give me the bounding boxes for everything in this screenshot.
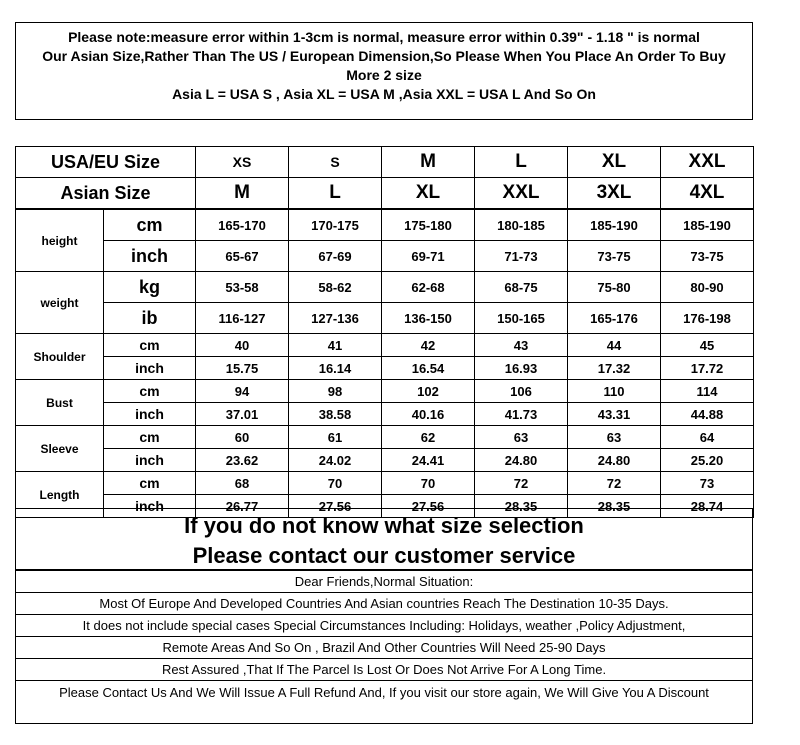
- value-cell: 70: [289, 472, 382, 495]
- value-cell: 16.14: [289, 357, 382, 380]
- shipping-line: Rest Assured ,That If The Parcel Is Lost Or Does Not Arrive For A Long Time.: [16, 659, 753, 681]
- unit-cell: cm: [104, 426, 196, 449]
- value-cell: 72: [568, 472, 661, 495]
- value-cell: 73-75: [568, 241, 661, 272]
- value-cell: 17.72: [661, 357, 754, 380]
- value-cell: 24.80: [568, 449, 661, 472]
- value-cell: 25.20: [661, 449, 754, 472]
- shipping-line: It does not include special cases Special Circumstances Including: Holidays, weather ,Policy Adjustment,: [16, 615, 753, 637]
- unit-cell: inch: [104, 241, 196, 272]
- value-cell: 80-90: [661, 272, 754, 303]
- asian-size-label: Asian Size: [16, 178, 196, 210]
- unit-cell: inch: [104, 403, 196, 426]
- value-cell: 40.16: [382, 403, 475, 426]
- value-cell: 185-190: [568, 209, 661, 241]
- contact-line: Please contact our customer service: [192, 543, 576, 568]
- bust-cm-row: [16, 380, 754, 403]
- value-cell: 65-67: [196, 241, 289, 272]
- category-sleeve: Sleeve: [16, 426, 104, 472]
- value-cell: 150-165: [475, 303, 568, 334]
- value-cell: 28.35: [568, 495, 661, 518]
- weight-ib-row: [16, 303, 754, 334]
- value-cell: 44.88: [661, 403, 754, 426]
- note-line: Please note:measure error within 1-3cm is normal, measure error within 0.39" - 1.18 " is normal: [68, 29, 700, 45]
- unit-cell: inch: [104, 357, 196, 380]
- value-cell: 116-127: [196, 303, 289, 334]
- unit-cell: cm: [104, 380, 196, 403]
- bust-inch-row: [16, 403, 754, 426]
- shipping-line: Most Of Europe And Developed Countries And Asian countries Reach The Destination 10-35 Days.: [16, 593, 753, 615]
- size-table: [15, 146, 754, 518]
- value-cell: 24.41: [382, 449, 475, 472]
- usa-size-cell: S: [289, 147, 382, 178]
- value-cell: 43: [475, 334, 568, 357]
- value-cell: 53-58: [196, 272, 289, 303]
- unit-cell: kg: [104, 272, 196, 303]
- value-cell: 45: [661, 334, 754, 357]
- category-length: Length: [16, 472, 104, 518]
- unit-cell: inch: [104, 495, 196, 518]
- category-bust: Bust: [16, 380, 104, 426]
- measurement-note: [15, 22, 753, 120]
- value-cell: 70: [382, 472, 475, 495]
- unit-cell: ib: [104, 303, 196, 334]
- usa-size-cell: XXL: [661, 147, 754, 178]
- value-cell: 16.93: [475, 357, 568, 380]
- value-cell: 102: [382, 380, 475, 403]
- category-height: height: [16, 209, 104, 272]
- value-cell: 64: [661, 426, 754, 449]
- contact-line: If you do not know what size selection: [184, 513, 584, 538]
- weight-kg-row: [16, 272, 754, 303]
- height-inch-row: [16, 241, 754, 272]
- length-cm-row: [16, 472, 754, 495]
- value-cell: 68-75: [475, 272, 568, 303]
- value-cell: 75-80: [568, 272, 661, 303]
- unit-cell: cm: [104, 334, 196, 357]
- unit-cell: inch: [104, 449, 196, 472]
- value-cell: 42: [382, 334, 475, 357]
- unit-cell: cm: [104, 472, 196, 495]
- value-cell: 98: [289, 380, 382, 403]
- category-shoulder: Shoulder: [16, 334, 104, 380]
- value-cell: 63: [568, 426, 661, 449]
- value-cell: 176-198: [661, 303, 754, 334]
- value-cell: 106: [475, 380, 568, 403]
- value-cell: 114: [661, 380, 754, 403]
- value-cell: 72: [475, 472, 568, 495]
- value-cell: 58-62: [289, 272, 382, 303]
- value-cell: 41: [289, 334, 382, 357]
- shoulder-inch-row: [16, 357, 754, 380]
- shipping-line: Please Contact Us And We Will Issue A Full Refund And, If you visit our store again, We Will Give You A Discount: [16, 681, 753, 724]
- usa-size-row: [16, 147, 754, 178]
- usa-size-cell: M: [382, 147, 475, 178]
- value-cell: 110: [568, 380, 661, 403]
- note-line: Our Asian Size,Rather Than The US / European Dimension,So Please When You Place An Order To Buy: [42, 48, 726, 64]
- note-line: Asia L = USA S , Asia XL = USA M ,Asia XXL = USA L And So On: [172, 86, 596, 102]
- category-weight: weight: [16, 272, 104, 334]
- value-cell: 23.62: [196, 449, 289, 472]
- value-cell: 27.56: [289, 495, 382, 518]
- value-cell: 62: [382, 426, 475, 449]
- value-cell: 94: [196, 380, 289, 403]
- contact-banner: [15, 508, 753, 570]
- asian-size-cell: 3XL: [568, 178, 661, 210]
- usa-size-cell: XL: [568, 147, 661, 178]
- value-cell: 175-180: [382, 209, 475, 241]
- value-cell: 26.77: [196, 495, 289, 518]
- value-cell: 62-68: [382, 272, 475, 303]
- asian-size-cell: 4XL: [661, 178, 754, 210]
- value-cell: 44: [568, 334, 661, 357]
- value-cell: 28.74: [661, 495, 754, 518]
- value-cell: 17.32: [568, 357, 661, 380]
- asian-size-cell: L: [289, 178, 382, 210]
- value-cell: 15.75: [196, 357, 289, 380]
- value-cell: 43.31: [568, 403, 661, 426]
- shoulder-cm-row: [16, 334, 754, 357]
- value-cell: 73: [661, 472, 754, 495]
- value-cell: 136-150: [382, 303, 475, 334]
- value-cell: 165-170: [196, 209, 289, 241]
- value-cell: 16.54: [382, 357, 475, 380]
- unit-cell: cm: [104, 209, 196, 241]
- value-cell: 165-176: [568, 303, 661, 334]
- value-cell: 61: [289, 426, 382, 449]
- asian-size-cell: M: [196, 178, 289, 210]
- height-cm-row: [16, 209, 754, 241]
- shipping-line: Dear Friends,Normal Situation:: [16, 571, 753, 593]
- note-line: More 2 size: [346, 67, 422, 83]
- value-cell: 40: [196, 334, 289, 357]
- value-cell: 185-190: [661, 209, 754, 241]
- value-cell: 27.56: [382, 495, 475, 518]
- value-cell: 71-73: [475, 241, 568, 272]
- shipping-line: Remote Areas And So On , Brazil And Other Countries Will Need 25-90 Days: [16, 637, 753, 659]
- sleeve-cm-row: [16, 426, 754, 449]
- asian-size-row: [16, 178, 754, 210]
- value-cell: 60: [196, 426, 289, 449]
- value-cell: 67-69: [289, 241, 382, 272]
- sleeve-inch-row: [16, 449, 754, 472]
- usa-size-label: USA/EU Size: [16, 147, 196, 178]
- usa-size-cell: L: [475, 147, 568, 178]
- value-cell: 69-71: [382, 241, 475, 272]
- value-cell: 37.01: [196, 403, 289, 426]
- value-cell: 63: [475, 426, 568, 449]
- value-cell: 127-136: [289, 303, 382, 334]
- value-cell: 68: [196, 472, 289, 495]
- asian-size-cell: XL: [382, 178, 475, 210]
- usa-size-cell: XS: [196, 147, 289, 178]
- asian-size-cell: XXL: [475, 178, 568, 210]
- size-chart: [15, 22, 753, 722]
- value-cell: 73-75: [661, 241, 754, 272]
- value-cell: 24.02: [289, 449, 382, 472]
- value-cell: 180-185: [475, 209, 568, 241]
- value-cell: 28.35: [475, 495, 568, 518]
- value-cell: 38.58: [289, 403, 382, 426]
- value-cell: 41.73: [475, 403, 568, 426]
- value-cell: 170-175: [289, 209, 382, 241]
- value-cell: 24.80: [475, 449, 568, 472]
- shipping-info: [15, 570, 753, 724]
